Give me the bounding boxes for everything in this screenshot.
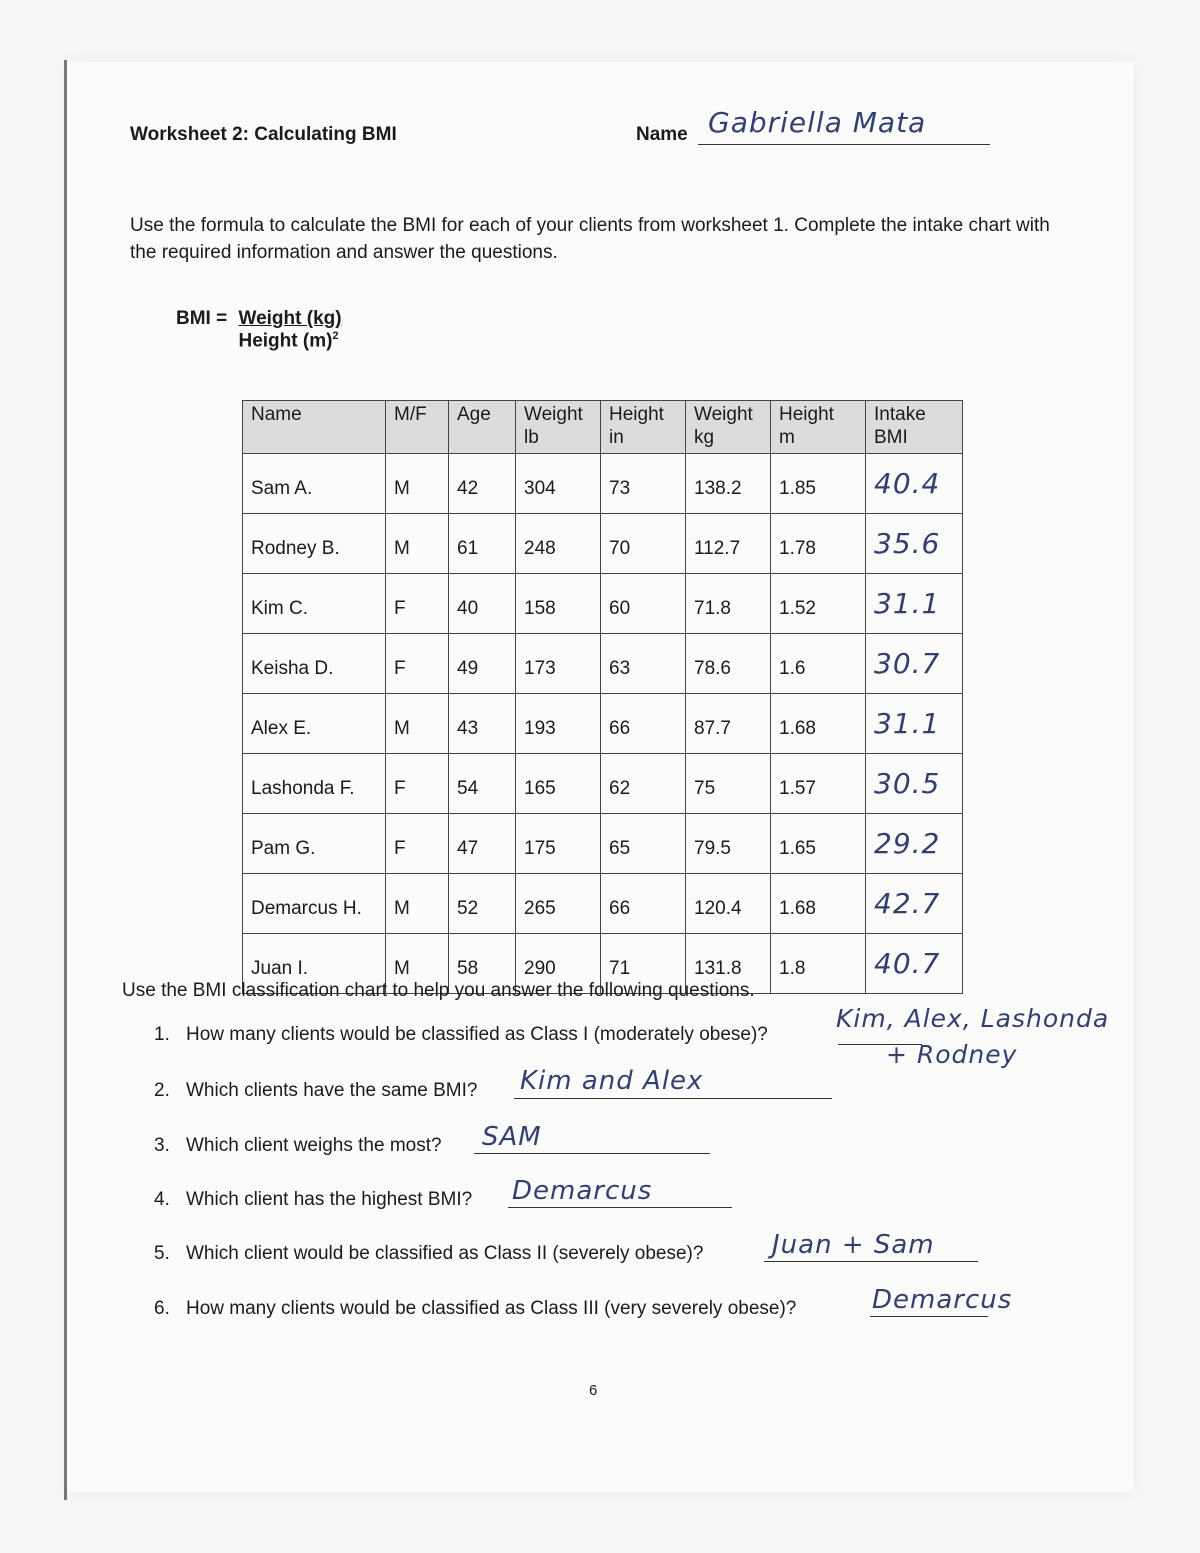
question-text: How many clients would be classified as Class I (moderately obese)?	[186, 1024, 768, 1045]
cell-weight-kg: 87.7	[686, 694, 771, 754]
header-height-m: Height m	[771, 401, 866, 454]
cell-name: Pam G.	[243, 814, 386, 874]
cell-name: Demarcus H.	[243, 874, 386, 934]
cell-weight-lb: 165	[516, 754, 601, 814]
answer-line	[514, 1098, 832, 1099]
name-blank-line	[698, 144, 990, 145]
table-row	[243, 514, 963, 574]
instructions: Use the formula to calculate the BMI for each of your clients from worksheet 1. Complete the intake chart with the required information and answer the questions.	[130, 215, 1050, 263]
cell-weight-lb: 248	[516, 514, 601, 574]
question-number: 6.	[154, 1298, 170, 1319]
table-row	[243, 634, 963, 694]
header-weight-kg: Weight kg	[686, 401, 771, 454]
cell-height-in: 66	[601, 694, 686, 754]
question-number: 2.	[154, 1080, 170, 1101]
cell-bmi: 30.5	[866, 754, 963, 814]
cell-height-m: 1.52	[771, 574, 866, 634]
cell-bmi: 30.7	[866, 634, 963, 694]
question-1	[154, 1024, 768, 1046]
header-weight-lb: Weight lb	[516, 401, 601, 454]
cell-name: Lashonda F.	[243, 754, 386, 814]
name-value: Gabriella Mata	[708, 106, 927, 139]
cell-age: 47	[449, 814, 516, 874]
cell-weight-kg: 78.6	[686, 634, 771, 694]
cell-sex: M	[386, 694, 449, 754]
question-5	[154, 1243, 703, 1265]
cell-sex: F	[386, 634, 449, 694]
cell-bmi: 35.6	[866, 514, 963, 574]
worksheet-title: Worksheet 2: Calculating BMI	[130, 124, 397, 145]
cell-name: Juan I.	[243, 934, 386, 994]
cell-age: 40	[449, 574, 516, 634]
cell-height-in: 73	[601, 454, 686, 514]
cell-weight-lb: 304	[516, 454, 601, 514]
cell-height-m: 1.85	[771, 454, 866, 514]
answer-4: Demarcus	[512, 1176, 653, 1206]
answer-line	[508, 1207, 732, 1208]
cell-weight-lb: 175	[516, 814, 601, 874]
question-text: How many clients would be classified as Class III (very severely obese)?	[186, 1298, 797, 1319]
cell-sex: F	[386, 814, 449, 874]
cell-weight-kg: 112.7	[686, 514, 771, 574]
cell-bmi: 31.1	[866, 694, 963, 754]
answer-3: SAM	[482, 1122, 542, 1152]
table-row	[243, 454, 963, 514]
cell-height-in: 60	[601, 574, 686, 634]
cell-height-m: 1.6	[771, 634, 866, 694]
cell-bmi: 31.1	[866, 574, 963, 634]
cell-name: Alex E.	[243, 694, 386, 754]
cell-height-m: 1.8	[771, 934, 866, 994]
cell-bmi: 40.7	[866, 934, 963, 994]
header-sex: M/F	[386, 401, 449, 454]
table-row	[243, 874, 963, 934]
cell-age: 52	[449, 874, 516, 934]
cell-age: 61	[449, 514, 516, 574]
intake-chart	[242, 400, 963, 994]
cell-sex: M	[386, 514, 449, 574]
cell-age: 43	[449, 694, 516, 754]
question-number: 1.	[154, 1024, 170, 1045]
question-number: 4.	[154, 1189, 170, 1210]
cell-weight-lb: 265	[516, 874, 601, 934]
formula-numerator: Weight (kg)	[238, 308, 342, 329]
cell-sex: F	[386, 574, 449, 634]
formula-exponent: 2	[332, 330, 339, 342]
cell-sex: M	[386, 454, 449, 514]
question-2	[154, 1080, 477, 1102]
cell-weight-lb: 290	[516, 934, 601, 994]
page-number: 6	[589, 1382, 598, 1399]
cell-height-m: 1.65	[771, 814, 866, 874]
question-6	[154, 1298, 796, 1320]
page-edge	[64, 60, 67, 1500]
cell-name: Keisha D.	[243, 634, 386, 694]
header-row	[243, 401, 963, 454]
cell-bmi: 42.7	[866, 874, 963, 934]
cell-weight-kg: 120.4	[686, 874, 771, 934]
cell-name: Kim C.	[243, 574, 386, 634]
cell-name: Rodney B.	[243, 514, 386, 574]
question-3	[154, 1135, 442, 1157]
cell-height-m: 1.68	[771, 874, 866, 934]
cell-sex: M	[386, 874, 449, 934]
cell-bmi: 29.2	[866, 814, 963, 874]
table-row	[243, 694, 963, 754]
cell-weight-lb: 173	[516, 634, 601, 694]
cell-height-in: 66	[601, 874, 686, 934]
cell-height-m: 1.57	[771, 754, 866, 814]
header-height-in: Height in	[601, 401, 686, 454]
question-text: Which clients have the same BMI?	[186, 1080, 478, 1101]
answer-line	[870, 1316, 988, 1317]
table-row	[243, 574, 963, 634]
cell-height-m: 1.78	[771, 514, 866, 574]
cell-weight-kg: 71.8	[686, 574, 771, 634]
cell-weight-kg: 131.8	[686, 934, 771, 994]
header-bmi: Intake BMI	[866, 401, 963, 454]
answer-1-line-1: Kim, Alex, Lashonda	[836, 1004, 1110, 1033]
cell-age: 58	[449, 934, 516, 994]
answer-5: Juan + Sam	[772, 1230, 935, 1260]
cell-weight-kg: 138.2	[686, 454, 771, 514]
question-text: Which client weighs the most?	[186, 1135, 442, 1156]
cell-height-in: 65	[601, 814, 686, 874]
answer-line	[764, 1261, 978, 1262]
question-4	[154, 1189, 472, 1211]
questions-intro: Use the BMI classification chart to help you answer the following questions.	[122, 980, 755, 1001]
cell-weight-kg: 79.5	[686, 814, 771, 874]
table-row	[243, 814, 963, 874]
name-label: Name	[636, 124, 688, 145]
question-text: Which client would be classified as Class II (severely obese)?	[186, 1243, 704, 1264]
cell-height-in: 62	[601, 754, 686, 814]
formula-fraction	[238, 308, 341, 352]
cell-age: 49	[449, 634, 516, 694]
cell-sex: F	[386, 754, 449, 814]
header-age: Age	[449, 401, 516, 454]
cell-height-in: 71	[601, 934, 686, 994]
cell-height-m: 1.68	[771, 694, 866, 754]
cell-age: 54	[449, 754, 516, 814]
cell-weight-kg: 75	[686, 754, 771, 814]
bmi-formula	[176, 308, 342, 352]
question-text: Which client has the highest BMI?	[186, 1189, 473, 1210]
answer-line	[474, 1153, 710, 1154]
cell-weight-lb: 158	[516, 574, 601, 634]
cell-height-in: 70	[601, 514, 686, 574]
answer-2: Kim and Alex	[520, 1066, 704, 1096]
header-name: Name	[243, 401, 386, 454]
answer-6: Demarcus	[872, 1285, 1013, 1315]
formula-lhs: BMI =	[176, 308, 228, 329]
cell-sex: M	[386, 934, 449, 994]
cell-name: Sam A.	[243, 454, 386, 514]
table-row	[243, 754, 963, 814]
cell-height-in: 63	[601, 634, 686, 694]
cell-bmi: 40.4	[866, 454, 963, 514]
question-number: 3.	[154, 1135, 170, 1156]
question-number: 5.	[154, 1243, 170, 1264]
formula-denominator: Height $(m)^2$	[238, 330, 339, 352]
cell-age: 42	[449, 454, 516, 514]
answer-1-line-2: + Rodney	[886, 1040, 1018, 1069]
cell-weight-lb: 193	[516, 694, 601, 754]
